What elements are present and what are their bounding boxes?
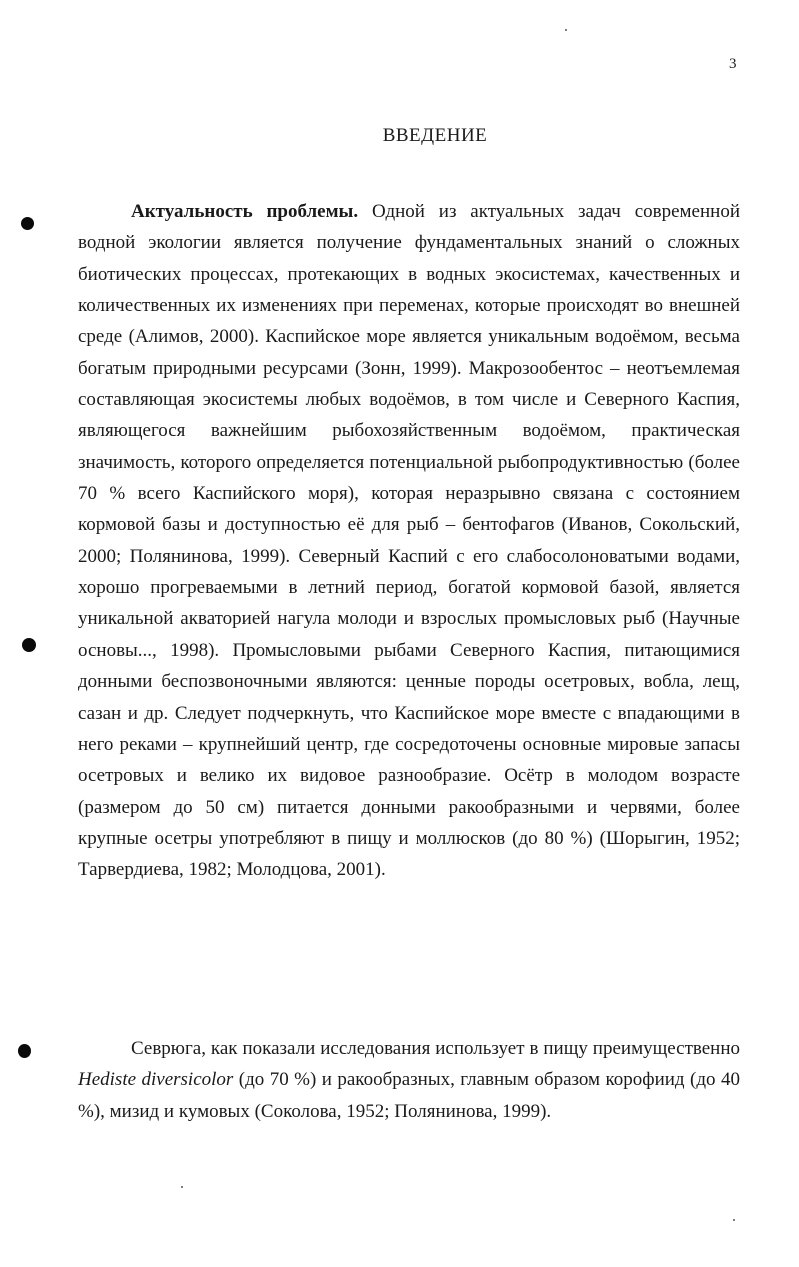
scan-speck xyxy=(181,1186,183,1188)
section-heading: ВВЕДЕНИЕ xyxy=(382,125,488,146)
paragraph-text: (до 70 %) и ракообразных, главным образом корофиид (до 40 %), мизид и кумовых (Соколова, 1952; Полянинова, 1999). xyxy=(78,1069,740,1122)
paragraph-relevance xyxy=(78,196,740,886)
species-name: Hediste diversicolor xyxy=(78,1069,234,1091)
paragraph-sevruga xyxy=(78,1033,740,1127)
punch-hole-mark xyxy=(18,1044,31,1058)
page-number: 3 xyxy=(729,56,737,72)
scan-speck xyxy=(565,29,567,31)
paragraph-text: Одной из актуальных задач современной водной экологии является получение фундаментальных знаний о сложных биотических процессах, протекающих в водных экосистемах, качественных и количественных их изменениях при переменах, которые происходят во внешней среде (Алимов, 2000). Каспийское море является уникальным водоёмом, весьма богатым природными ресурсами (Зонн, 1999). Макрозообентос – неотъемлемая составляющая экосистемы любых водоёмов, в том числе и Северного Каспия, являющегося важнейшим рыбохозяйственным водоёмом, практическая значимость, которого определяется потенциальной рыбопродуктивностью (более 70 % всего Каспийского моря), которая неразрывно связана с состоянием кормовой базы и доступностью её для рыб – бентофагов (Иванов, Сокольский, 2000; Полянинова, 1999). Северный Каспий с его слабосолоноватыми водами, хорошо прогреваемыми в летний период, богатой кормовой базой, является уникальной акваторией нагула молоди и взрослых промысловых рыб (Научные основы..., 1998). Промысловыми рыбами Северного Каспия, питающимися донными беспозвоночными являются: ценные породы осетровых, вобла, лещ, сазан и др. Следует подчеркнуть, что Каспийское море вместе с впадающими в него реками – крупнейший центр, где сосредоточены основные мировые запасы осетровых и велико их видовое разнообразие. Осётр в молодом возрасте (размером до 50 см) питается донными ракообразными и червями, более крупные осетры употребляют в пищу и моллюсков (до 80 %) (Шорыгин, 1952; Тарвердиева, 1982; Молодцова, 2001). xyxy=(78,201,740,881)
punch-hole-mark xyxy=(21,217,34,230)
scan-speck xyxy=(733,1219,735,1221)
punch-hole-mark xyxy=(22,638,36,652)
paragraph-text: Севрюга, как показали исследования использует в пищу преимущественно xyxy=(131,1038,740,1059)
paragraph-lead-title: Актуальность проблемы. xyxy=(131,201,359,222)
